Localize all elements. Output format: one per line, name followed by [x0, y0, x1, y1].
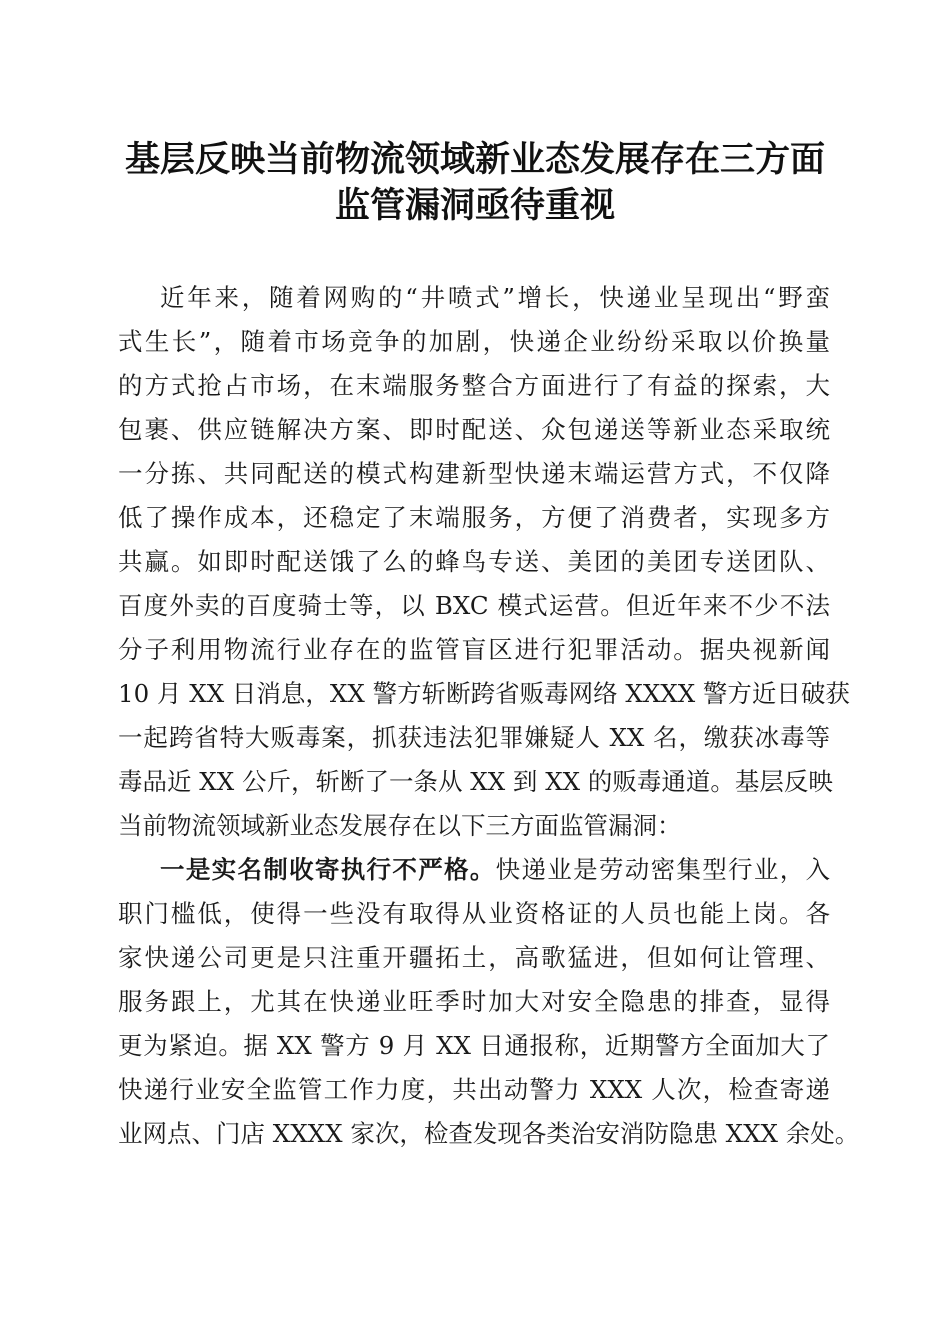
paragraph-line: 10 月 XX 日消息，XX 警方斩断跨省贩毒网络 XXXX 警方近日破获 [118, 679, 850, 708]
document-title-line-1: 基层反映当前物流领域新业态发展存在三方面 [124, 139, 825, 180]
paragraph-line: 一分拣、共同配送的模式构建新型快递末端运营方式，不仅降 [118, 459, 830, 488]
paragraph-line: 式生长”，随着市场竞争的加剧，快递企业纷纷采取以价换量 [118, 327, 830, 356]
paragraph-line: 职门槛低，使得一些没有取得从业资格证的人员也能上岗。各 [118, 899, 830, 928]
paragraph-line: 分子利用物流行业存在的监管盲区进行犯罪活动。据央视新闻 [118, 635, 830, 664]
document-title-line-2: 监管漏洞亟待重视 [334, 185, 615, 226]
paragraph-line: 共赢。如即时配送饿了么的蜂鸟专送、美团的美团专送团队、 [118, 547, 830, 576]
paragraph-line: 家快递公司更是只注重开疆拓土，高歌猛进，但如何让管理、 [118, 943, 830, 972]
paragraph-line: 百度外卖的百度骑士等，以 BXC 模式运营。但近年来不少不法 [118, 591, 830, 620]
paragraph-line: 业网点、门店 XXXX 家次，检查发现各类治安消防隐患 XXX 余处。 [118, 1119, 860, 1148]
paragraph-line: 更为紧迫。据 XX 警方 9 月 XX 日通报称，近期警方全面加大了 [118, 1031, 830, 1060]
paragraph-line: 一起跨省特大贩毒案，抓获违法犯罪嫌疑人 XX 名，缴获冰毒等 [118, 723, 830, 752]
paragraph-line [160, 855, 830, 885]
paragraph-line: 服务跟上，尤其在快递业旺季时加大对安全隐患的排查，显得 [118, 987, 830, 1016]
paragraph-line: 当前物流领域新业态发展存在以下三方面监管漏洞： [118, 811, 682, 840]
paragraph-line: 低了操作成本，还稳定了末端服务，方便了消费者，实现多方 [118, 503, 830, 532]
section-heading: 一是实名制收寄执行不严格。 [160, 855, 496, 884]
paragraph-line: 近年来，随着网购的“井喷式”增长，快递业呈现出“野蛮 [160, 283, 830, 312]
paragraph-line: 快递行业安全监管工作力度，共出动警力 XXX 人次，检查寄递 [118, 1075, 830, 1104]
paragraph-line: 的方式抢占市场，在末端服务整合方面进行了有益的探索，大 [118, 371, 830, 400]
paragraph-line: 毒品近 XX 公斤，斩断了一条从 XX 到 XX 的贩毒通道。基层反映 [118, 767, 833, 796]
paragraph-line: 包裹、供应链解决方案、即时配送、众包递送等新业态采取统 [118, 415, 830, 444]
paragraph-text: 快递业是劳动密集型行业，入 [495, 855, 831, 884]
